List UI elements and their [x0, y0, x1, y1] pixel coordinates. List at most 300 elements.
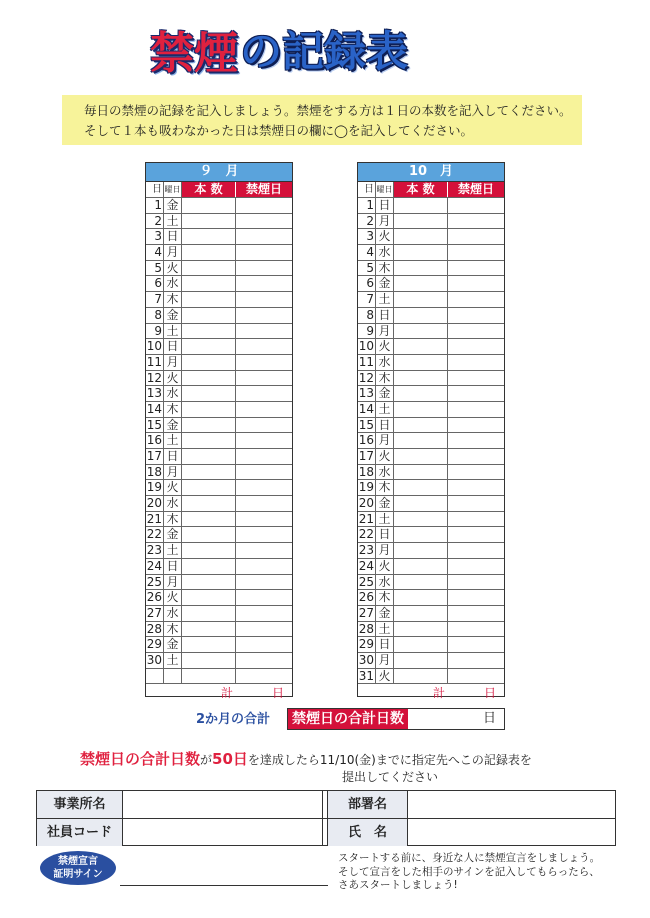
weekday: 日: [164, 229, 182, 244]
day-number: 25: [146, 574, 162, 589]
count-cell[interactable]: [182, 559, 236, 574]
weekday: 日: [164, 559, 182, 574]
day-row: [146, 386, 292, 402]
day-row: [358, 245, 504, 261]
day-row: [358, 575, 504, 591]
count-cell[interactable]: [182, 637, 236, 652]
weekday: 木: [164, 512, 182, 527]
day-row: [358, 276, 504, 292]
count-cell[interactable]: [182, 261, 236, 276]
nonsmoking-cell[interactable]: [236, 465, 292, 480]
october-table: [357, 162, 505, 701]
day-number: 26: [358, 590, 374, 605]
day-row: [358, 590, 504, 606]
weekday: 月: [164, 575, 182, 590]
count-cell[interactable]: [394, 339, 448, 354]
day-header: 日: [358, 182, 376, 197]
day-row: [358, 606, 504, 622]
count-cell[interactable]: [394, 261, 448, 276]
weekday: 水: [164, 386, 182, 401]
weekday: 金: [376, 276, 394, 291]
note-line1: スタートする前に、身近な人に禁煙宣言をしましょう。: [338, 852, 601, 864]
count-cell[interactable]: [394, 480, 448, 495]
day-row: [146, 543, 292, 559]
weekday: 水: [164, 606, 182, 621]
nonsmoking-cell[interactable]: [236, 433, 292, 448]
day-row: [146, 371, 292, 387]
weekday: 土: [376, 622, 394, 637]
nonsmoking-cell[interactable]: [236, 214, 292, 229]
weekday: [164, 669, 182, 684]
count-cell[interactable]: [182, 465, 236, 480]
day-number: [146, 669, 164, 684]
day-number: 3: [358, 229, 376, 244]
weekday: 月: [376, 214, 394, 229]
day-number: 10: [358, 339, 374, 354]
nonsmoking-cell[interactable]: [448, 606, 504, 621]
weekday: 土: [164, 653, 182, 668]
count-cell[interactable]: [182, 496, 236, 511]
day-number: 9: [358, 324, 376, 339]
total-label: 計: [220, 686, 233, 701]
day-row: [358, 229, 504, 245]
weekday: 土: [376, 292, 394, 307]
day-number: 27: [358, 605, 374, 620]
day-number: 16: [358, 433, 374, 448]
day-row: [146, 527, 292, 543]
note-line3: さあスタートしましょう!: [338, 879, 458, 891]
count-cell[interactable]: [394, 433, 448, 448]
day-number: 10: [146, 339, 162, 354]
count-cell[interactable]: [394, 559, 448, 574]
day-row: [146, 575, 292, 591]
count-header: 本 数: [182, 182, 236, 197]
count-cell[interactable]: [394, 669, 448, 684]
nonsmoking-cell[interactable]: [236, 292, 292, 307]
nonsmoking-cell[interactable]: [236, 496, 292, 511]
nonsmoking-cell[interactable]: [236, 669, 292, 684]
nonsmoking-cell[interactable]: [448, 496, 504, 511]
count-cell[interactable]: [394, 575, 448, 590]
day-number: 4: [146, 245, 164, 260]
goal-part4: を達成したら11/10(金)までに指定先へこの記録表を: [247, 753, 532, 767]
nonsmoking-cell[interactable]: [236, 402, 292, 417]
weekday: 土: [164, 433, 182, 448]
count-cell[interactable]: [394, 637, 448, 652]
weekday: 木: [376, 480, 394, 495]
nonsmoking-cell[interactable]: [236, 637, 292, 652]
count-cell[interactable]: [182, 402, 236, 417]
day-row: [358, 559, 504, 575]
weekday: 金: [164, 418, 182, 433]
nonsmoking-cell[interactable]: [236, 245, 292, 260]
nonsmoking-cell[interactable]: [236, 480, 292, 495]
weekday: 火: [164, 590, 182, 605]
day-row: [358, 214, 504, 230]
nonsmoking-cell[interactable]: [236, 590, 292, 605]
day-row: [358, 543, 504, 559]
day-row: [146, 590, 292, 606]
nonsmoking-cell[interactable]: [448, 214, 504, 229]
weekday: 月: [164, 355, 182, 370]
nonsmoking-cell[interactable]: [236, 527, 292, 542]
nonsmoking-cell[interactable]: [236, 512, 292, 527]
weekday: 水: [376, 465, 394, 480]
nonsmoking-cell[interactable]: [448, 669, 504, 684]
nonsmoking-cell[interactable]: [448, 637, 504, 652]
nonsmoking-cell[interactable]: [448, 449, 504, 464]
weekday: 日: [376, 308, 394, 323]
day-row: [358, 324, 504, 340]
count-cell[interactable]: [394, 418, 448, 433]
count-cell[interactable]: [394, 402, 448, 417]
day-row: [146, 418, 292, 434]
day-row: [146, 449, 292, 465]
nonsmoking-cell[interactable]: [448, 527, 504, 542]
day-number: 31: [358, 668, 374, 683]
day-number: 19: [358, 480, 374, 495]
total-row: [358, 684, 504, 702]
weekday: 水: [376, 245, 394, 260]
day-number: 16: [146, 433, 162, 448]
weekday: 金: [164, 308, 182, 323]
weekday-header: 曜日: [376, 182, 394, 197]
count-cell[interactable]: [182, 418, 236, 433]
nonsmoking-cell[interactable]: [236, 276, 292, 291]
weekday: 土: [376, 512, 394, 527]
count-cell[interactable]: [394, 527, 448, 542]
count-cell[interactable]: [394, 496, 448, 511]
day-row: [146, 276, 292, 292]
day-row: [146, 433, 292, 449]
nonsmoking-cell[interactable]: [236, 449, 292, 464]
name-field[interactable]: [408, 819, 615, 846]
day-number: 23: [146, 543, 162, 558]
day-row: [358, 465, 504, 481]
nonsmoking-cell[interactable]: [448, 245, 504, 260]
day-row: [358, 433, 504, 449]
declaration-badge: [40, 851, 116, 885]
day-row: [358, 653, 504, 669]
count-cell[interactable]: [394, 622, 448, 637]
day-row: [358, 449, 504, 465]
count-cell[interactable]: [182, 292, 236, 307]
day-number: 5: [146, 261, 164, 276]
day-row: [358, 292, 504, 308]
count-cell[interactable]: [394, 324, 448, 339]
nonsmoking-cell[interactable]: [448, 198, 504, 213]
day-number: 12: [146, 370, 162, 385]
count-cell[interactable]: [182, 575, 236, 590]
employee-form: [36, 790, 616, 846]
nonsmoking-cell[interactable]: [236, 261, 292, 276]
signature-line[interactable]: [120, 885, 328, 886]
weekday: 土: [376, 402, 394, 417]
badge-line1: 禁煙宣言: [58, 856, 98, 867]
count-cell[interactable]: [182, 433, 236, 448]
weekday: 火: [164, 261, 182, 276]
nonsmoking-cell[interactable]: [448, 371, 504, 386]
month-header: 10 月: [358, 163, 504, 182]
count-cell[interactable]: [182, 527, 236, 542]
day-number: 15: [358, 417, 374, 432]
count-cell[interactable]: [182, 355, 236, 370]
day-number: 4: [358, 245, 376, 260]
count-cell[interactable]: [394, 465, 448, 480]
day-number: 17: [146, 449, 162, 463]
nonsmoking-cell[interactable]: [236, 418, 292, 433]
day-number: 2: [358, 214, 376, 229]
count-cell[interactable]: [182, 276, 236, 291]
office-field[interactable]: [123, 791, 323, 818]
count-cell[interactable]: [182, 669, 236, 684]
day-number: 2: [146, 214, 164, 229]
day-row: [358, 669, 504, 685]
day-number: 23: [358, 543, 374, 558]
total-unit: 日: [483, 686, 496, 701]
nonsmoking-cell[interactable]: [236, 324, 292, 339]
count-cell[interactable]: [182, 214, 236, 229]
nonsmoking-cell[interactable]: [236, 339, 292, 354]
nonsmoking-cell[interactable]: [448, 590, 504, 605]
day-number: 18: [358, 464, 374, 479]
day-number: 26: [146, 590, 162, 605]
nonsmoking-cell[interactable]: [448, 402, 504, 417]
day-row: [358, 308, 504, 324]
weekday: 金: [376, 386, 394, 401]
nonsmoking-cell[interactable]: [236, 198, 292, 213]
day-row: [358, 496, 504, 512]
count-cell[interactable]: [182, 198, 236, 213]
weekday: 金: [164, 198, 182, 213]
nonsmoking-cell[interactable]: [448, 355, 504, 370]
day-row: [358, 637, 504, 653]
goal-part3: 50日: [212, 750, 248, 768]
weekday: 木: [376, 371, 394, 386]
day-row: [358, 339, 504, 355]
dept-field[interactable]: [408, 791, 615, 818]
nonsmoking-cell[interactable]: [448, 622, 504, 637]
dept-label: 部署名: [328, 791, 408, 818]
nonsmoking-cell[interactable]: [236, 622, 292, 637]
nonsmoking-cell[interactable]: [448, 339, 504, 354]
count-cell[interactable]: [182, 512, 236, 527]
count-cell[interactable]: [394, 371, 448, 386]
employee-code-field[interactable]: [123, 819, 323, 846]
nonsmoking-cell[interactable]: [236, 575, 292, 590]
count-cell[interactable]: [182, 308, 236, 323]
note-line2: そして宣言をした相手のサインを記入してもらったら、: [338, 865, 600, 878]
day-row: [358, 198, 504, 214]
count-cell[interactable]: [182, 229, 236, 244]
table-header-row: [358, 182, 504, 198]
count-cell[interactable]: [394, 214, 448, 229]
count-cell[interactable]: [182, 480, 236, 495]
instruction-line-2: そして１本も吸わなかった日は禁煙日の欄に◯を記入してください。: [84, 123, 473, 138]
day-row: [358, 355, 504, 371]
day-number: 6: [358, 276, 376, 291]
nonsmoking-cell[interactable]: [236, 229, 292, 244]
weekday: 土: [164, 324, 182, 339]
nonsmoking-cell[interactable]: [448, 229, 504, 244]
count-cell[interactable]: [394, 606, 448, 621]
count-cell[interactable]: [182, 622, 236, 637]
weekday: 木: [164, 292, 182, 307]
day-number: 6: [146, 276, 164, 291]
nonsmoking-cell[interactable]: [236, 653, 292, 668]
nonsmoking-cell[interactable]: [448, 465, 504, 480]
nonsmoking-cell[interactable]: [236, 308, 292, 323]
day-row: [146, 261, 292, 277]
count-cell[interactable]: [182, 449, 236, 464]
day-row: [358, 418, 504, 434]
day-number: 20: [146, 496, 162, 511]
day-number: 3: [146, 229, 164, 244]
count-cell[interactable]: [394, 653, 448, 668]
nonsmoking-cell[interactable]: [236, 543, 292, 558]
september-table: [145, 162, 293, 701]
count-cell[interactable]: [182, 371, 236, 386]
nonsmoking-cell[interactable]: [236, 559, 292, 574]
count-cell[interactable]: [182, 543, 236, 558]
day-row: [358, 527, 504, 543]
day-number: 17: [358, 449, 374, 463]
count-cell[interactable]: [394, 543, 448, 558]
weekday: 木: [164, 622, 182, 637]
day-row: [146, 496, 292, 512]
day-row: [358, 480, 504, 496]
day-row: [146, 512, 292, 528]
day-row: [146, 465, 292, 481]
day-row: [146, 653, 292, 669]
nonsmoking-cell[interactable]: [448, 559, 504, 574]
goal-text: [80, 750, 600, 784]
day-number: 7: [146, 292, 164, 307]
nonsmoking-cell[interactable]: [236, 355, 292, 370]
two-month-total-unit: 日: [482, 711, 496, 726]
nonsmoking-cell[interactable]: [236, 606, 292, 621]
nonsmoking-cell[interactable]: [236, 386, 292, 401]
nonsmoking-cell[interactable]: [448, 418, 504, 433]
form-row-1: [37, 791, 615, 819]
total-unit: 日: [271, 686, 284, 701]
nonsmoking-cell[interactable]: [448, 308, 504, 323]
weekday: 火: [376, 669, 394, 684]
goal-line2: 提出してください: [341, 770, 438, 784]
count-cell[interactable]: [394, 229, 448, 244]
day-header: 日: [146, 182, 164, 197]
nonsmoking-cell[interactable]: [448, 292, 504, 307]
employee-code-label: 社員コード: [37, 819, 123, 846]
count-cell[interactable]: [394, 308, 448, 323]
count-cell[interactable]: [394, 355, 448, 370]
two-month-total-box: [287, 708, 505, 730]
office-label: 事業所名: [37, 791, 123, 818]
count-cell[interactable]: [394, 512, 448, 527]
declaration-note: [338, 852, 600, 893]
weekday-header: 曜日: [164, 182, 182, 197]
day-number: 27: [146, 605, 162, 620]
day-row: [146, 292, 292, 308]
count-cell[interactable]: [394, 590, 448, 605]
instruction-box: [62, 95, 582, 145]
weekday: 金: [164, 527, 182, 542]
nonsmoking-cell[interactable]: [448, 512, 504, 527]
day-number: 1: [358, 198, 376, 213]
weekday: 金: [376, 496, 394, 511]
count-cell[interactable]: [394, 276, 448, 291]
day-number: 14: [146, 401, 162, 416]
day-number: 11: [146, 354, 162, 369]
form-row-2: [37, 819, 615, 846]
day-number: 30: [146, 652, 162, 667]
table-header-row: [146, 182, 292, 198]
weekday: 月: [164, 465, 182, 480]
nonsmoking-header: 禁煙日: [448, 182, 504, 197]
nonsmoking-cell[interactable]: [448, 433, 504, 448]
count-cell[interactable]: [394, 292, 448, 307]
nonsmoking-cell[interactable]: [448, 261, 504, 276]
count-cell[interactable]: [394, 386, 448, 401]
count-cell[interactable]: [182, 339, 236, 354]
goal-part1: 禁煙日の合計日数: [80, 750, 201, 768]
day-row: [146, 402, 292, 418]
day-number: 25: [358, 574, 374, 589]
weekday: 日: [164, 339, 182, 354]
day-number: 21: [146, 511, 162, 526]
day-row: [146, 637, 292, 653]
count-cell[interactable]: [394, 449, 448, 464]
day-number: 12: [358, 370, 374, 385]
weekday: 火: [376, 559, 394, 574]
count-cell[interactable]: [182, 590, 236, 605]
weekday: 日: [376, 527, 394, 542]
nonsmoking-cell[interactable]: [448, 480, 504, 495]
day-number: 22: [358, 527, 374, 542]
instruction-line-1: 毎日の禁煙の記録を記入しましょう。禁煙をする方は１日の本数を記入してください。: [84, 103, 572, 118]
day-row: [358, 371, 504, 387]
day-row: [358, 386, 504, 402]
nonsmoking-header: 禁煙日: [236, 182, 292, 197]
count-cell[interactable]: [182, 386, 236, 401]
count-cell[interactable]: [394, 198, 448, 213]
count-cell[interactable]: [182, 324, 236, 339]
nonsmoking-cell[interactable]: [448, 276, 504, 291]
weekday: 金: [376, 606, 394, 621]
day-row: [146, 198, 292, 214]
day-number: 28: [146, 621, 162, 636]
day-row: [146, 559, 292, 575]
count-cell[interactable]: [182, 653, 236, 668]
day-number: 24: [358, 558, 374, 573]
nonsmoking-cell[interactable]: [448, 386, 504, 401]
goal-part2: が: [200, 753, 213, 767]
weekday: 金: [164, 637, 182, 652]
nonsmoking-cell[interactable]: [448, 575, 504, 590]
nonsmoking-cell[interactable]: [236, 371, 292, 386]
day-number: 18: [146, 464, 162, 479]
weekday: 土: [164, 214, 182, 229]
weekday: 月: [376, 433, 394, 448]
weekday: 木: [376, 261, 394, 276]
count-cell[interactable]: [394, 245, 448, 260]
nonsmoking-cell[interactable]: [448, 543, 504, 558]
count-cell[interactable]: [182, 245, 236, 260]
nonsmoking-cell[interactable]: [448, 653, 504, 668]
day-row: [146, 480, 292, 496]
nonsmoking-cell[interactable]: [448, 324, 504, 339]
count-cell[interactable]: [182, 606, 236, 621]
